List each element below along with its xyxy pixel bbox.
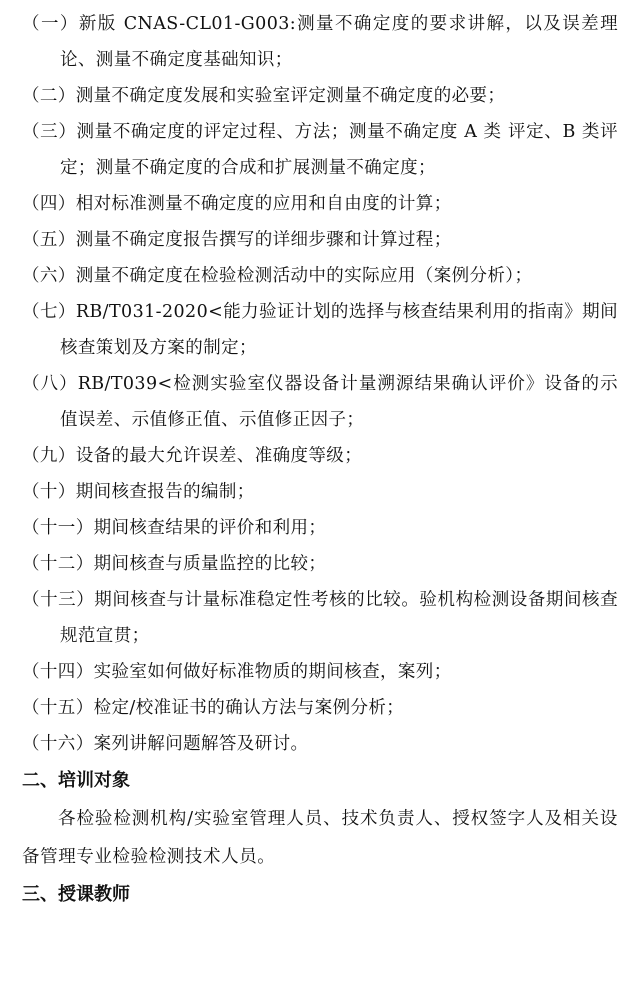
section-heading-training-target: 二、培训对象 <box>22 770 130 791</box>
item-number: （十四） <box>22 662 94 682</box>
item-text: 期间核查报告的编制； <box>75 482 255 502</box>
item-number: （十二） <box>22 554 94 574</box>
item-number: （十三） <box>22 590 95 610</box>
item-text: 设备的最大允许误差、准确度等级； <box>75 446 363 466</box>
item-text: 案列讲解问题解答及研讨。 <box>93 734 309 754</box>
list-item <box>22 726 618 762</box>
item-number: （六） <box>22 266 76 286</box>
item-text: 实验室如何做好标准物质的期间核查，案列； <box>93 662 452 682</box>
item-text: 测量不确定度的评定过程、方法；测量不确定度 A 类 评定、B 类评定；测量不确定度的合成和扩展测量不确定度； <box>60 122 619 178</box>
list-item <box>22 690 618 726</box>
item-text: 检定/校准证书的确认方法与案例分析； <box>93 698 405 718</box>
list-item <box>22 186 618 222</box>
item-text: 期间核查结果的评价和利用； <box>93 518 327 538</box>
item-number: （九） <box>22 446 76 466</box>
item-number: （四） <box>22 194 76 214</box>
course-content-list <box>22 6 618 762</box>
list-item <box>22 582 618 654</box>
list-item <box>22 258 618 294</box>
list-item <box>22 510 618 546</box>
item-number: （十五） <box>22 698 94 718</box>
item-number: （八） <box>22 374 78 394</box>
list-item <box>22 366 618 438</box>
list-item <box>22 294 618 366</box>
section-body-training-target: 各检验检测机构/实验室管理人员、技术负责人、授权签字人及相关设备管理专业检验检测技术人员。 <box>22 809 618 867</box>
item-text: 期间核查与计量标准稳定性考核的比较。验机构检测设备期间核查规范宣贯； <box>60 590 618 646</box>
item-number: （七） <box>22 302 76 322</box>
list-item <box>22 6 618 78</box>
item-text: 期间核查与质量监控的比较； <box>93 554 327 574</box>
list-item <box>22 222 618 258</box>
item-number: （十一） <box>22 518 94 538</box>
item-text: 新版 CNAS-CL01-G003:测量不确定度的要求讲解，以及误差理论、测量不确定度基础知识； <box>60 14 619 70</box>
item-text: 相对标准测量不确定度的应用和自由度的计算； <box>75 194 452 214</box>
list-item <box>22 78 618 114</box>
list-item <box>22 546 618 582</box>
list-item <box>22 438 618 474</box>
item-number: （十六） <box>22 734 94 754</box>
list-item <box>22 474 618 510</box>
item-number: （二） <box>22 86 76 106</box>
item-text: RB/T039<检测实验室仪器设备计量溯源结果确认评价》设备的示值误差、示值修正值、示值修正因子； <box>60 374 619 430</box>
item-text: 测量不确定度报告撰写的详细步骤和计算过程； <box>75 230 452 250</box>
list-item <box>22 114 618 186</box>
item-text: RB/T031-2020<能力验证计划的选择与核查结果利用的指南》期间核查策划及方案的制定； <box>60 302 618 358</box>
item-number: （三） <box>22 122 77 142</box>
section-heading-instructors: 三、授课教师 <box>22 884 130 905</box>
item-number: （五） <box>22 230 76 250</box>
list-item <box>22 654 618 690</box>
item-text: 测量不确定度发展和实验室评定测量不确定度的必要； <box>75 86 506 106</box>
item-number: （一） <box>22 14 79 34</box>
item-number: （十） <box>22 482 76 502</box>
item-text: 测量不确定度在检验检测活动中的实际应用（案例分析）； <box>75 266 533 286</box>
